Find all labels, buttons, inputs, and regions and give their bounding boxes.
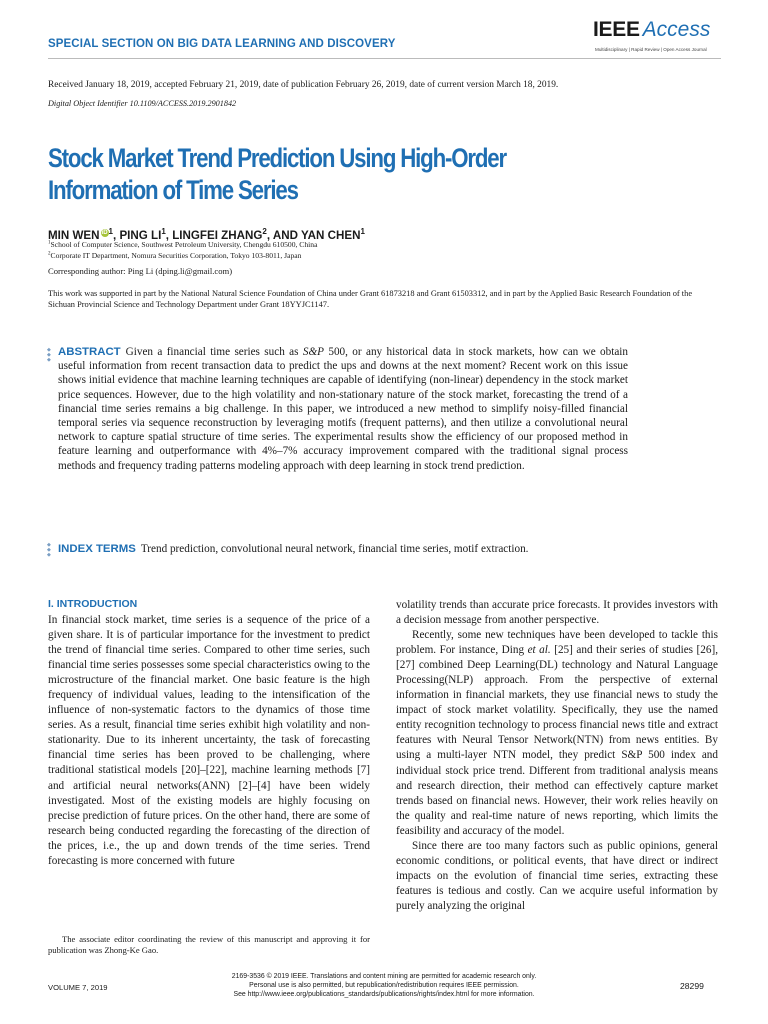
affiliation bbox=[48, 251, 301, 260]
author-sup: 2 bbox=[262, 227, 267, 236]
author-list: MIN WEN $iD^1$, PING $LI^1$, LINGFEI ZHANG$^2$, AND YAN CHEN$^1$ bbox=[48, 227, 365, 242]
index-terms bbox=[58, 542, 678, 556]
header-divider bbox=[48, 58, 721, 59]
author-sup: 1 bbox=[161, 227, 166, 236]
footer-line: 2169-3536 © 2019 IEEE. Translations and content mining are permitted for academic research only. bbox=[231, 973, 537, 980]
affiliation bbox=[48, 240, 317, 249]
paragraph-text: et al. bbox=[527, 644, 551, 657]
section-heading: I. INTRODUCTION bbox=[48, 598, 138, 610]
footer-link[interactable]: See http://www.ieee.org/publications_standards/publications/rights/index.html for more information. bbox=[233, 991, 535, 998]
abstract-heading: ABSTRACT bbox=[58, 346, 121, 358]
author-name: MIN WEN bbox=[48, 228, 100, 242]
abstract-text: S&P bbox=[302, 346, 324, 358]
author-sup: 1 bbox=[108, 227, 113, 236]
author-sup: 1 bbox=[360, 227, 365, 236]
author-name: AND YAN CHEN bbox=[272, 228, 361, 242]
paragraph bbox=[396, 628, 718, 839]
abstract-text: 500, or any historical data in stock markets, how can we obtain useful information from recent transaction data to predict the ups and downs at the next moment? Recent work on this issue shows initial evidence that machine learning techniques are capable of identifying (non-linear) dependency in the stock market price sequences. However, due to the high volatility and non-stationary nature of the stock market, forecasting the trend of a financial time series remains a big challenge. In this paper, we introduced a new method to simplify noisy-filled financial temporal series via sequence reconstruction by leveraging motifs (frequent patterns), and then utilize a convolutional neural network to capture spatial structure of time series. The experimental results show the efficiency of our proposed method in feature learning and outperformance with 4%–7% accuracy improvement compared with the traditional signal process methods and frequency trading patterns modeling approach with deep learning in stock trend prediction. bbox=[58, 346, 628, 472]
abstract-marker-icon: ◆ ◆ ◆ bbox=[47, 348, 51, 363]
affiliation-text: School of Computer Science, Southwest Petroleum University, Chengdu 610500, China bbox=[50, 240, 318, 249]
abstract bbox=[58, 345, 628, 473]
affiliation-text: Corporate IT Department, Nomura Securities Corporation, Tokyo 103-8011, Japan bbox=[50, 251, 302, 260]
footnote bbox=[48, 934, 370, 956]
footer-line: Personal use is also permitted, but republication/redistribution requires IEEE permission. bbox=[249, 982, 519, 989]
section-title: SPECIAL SECTION ON BIG DATA LEARNING AND DISCOVERY bbox=[48, 38, 396, 50]
paragraph: volatility trends than accurate price forecasts. It provides investors with a decision message from another perspective. bbox=[396, 599, 718, 627]
paragraph-text: [25] and their series of studies [26], [27] combined Deep Learning(DL) technology and Natural Language Processing(NLP) approach. From the perspective of external information in financial markets, they use financial news to study the impact of stock market volatility. Specifically, they use the named entity recognition technology to process financial news title and extract features with Neural Tensor Network(NTN) from news entities. By using a multi-layer NTN model, they predict S&P 500 index and individual stock price trend. Different from traditional analysis means and research direction, their method can effectively capture market trends based on financial news. However, their work relies heavily on the quality and real-time nature of news reporting, which limits the feasibility and accuracy of the model. bbox=[396, 644, 718, 837]
ieee-access-logo bbox=[593, 18, 721, 58]
footer-volume: VOLUME 7, 2019 bbox=[48, 983, 108, 992]
received-dates: Received January 18, 2019, accepted February 21, 2019, date of publication February 26, 2019, date of current version March 18, 2019. bbox=[48, 80, 559, 90]
abstract-text: Given a financial time series such as bbox=[125, 346, 303, 358]
affiliation-num: 2 bbox=[48, 251, 51, 257]
index-marker-icon: ◆ ◆ ◆ bbox=[47, 543, 51, 558]
author-name: LINGFEI ZHANG bbox=[172, 228, 263, 242]
logo-tagline: Multidisciplinary | Rapid Review | Open Access Journal bbox=[595, 47, 707, 52]
footnote-text: The associate editor coordinating the review of this manuscript and approving it for publication was Zhong-Ke Gao. bbox=[48, 934, 370, 955]
paragraph: Since there are too many factors such as public opinions, general economic conditions, or political events, that have direct or indirect impacts on the evolution of financial time series, extracting these features is tedious and costly. Can we acquire useful information by purely analyzing the original bbox=[396, 839, 718, 912]
paragraph: In financial stock market, time series is a sequence of the price of a given share. It is of particular importance for the investment to predict the trend of financial time series. Compared to other time series, such financial time series possesses some special characteristics owing to the microstructure of the financial market. One basic feature is the high frequency of individual values, leading to the intensification of the influence of non-systematic factors to the dynamics of those time series. As a result, financial time series exhibit high volatility and non-stationarity. Due to its inherent uncertainty, the task of forecasting financial time series has been proved to be challenging, where traditional statistical models [20]–[22], machine learning methods [7] and artificial neural networks(ANN) [2]–[4] have been widely investigated. Most of the existing models are highly focusing on precise prediction of future prices. On the other hand, there are some of research being conducted regarding the forecasting of the direction of the prices, i.e., the up and down trends of the time series. Trend forecasting is more concerned with future bbox=[48, 614, 370, 867]
footer-copyright bbox=[150, 972, 618, 999]
doi: Digital Object Identifier 10.1109/ACCESS.2019.2901842 bbox=[48, 99, 237, 108]
right-column bbox=[396, 598, 718, 914]
corresponding-author: Corresponding author: Ping Li (dping.li@gmail.com) bbox=[48, 266, 233, 276]
logo-ieee-text: IEEE bbox=[593, 18, 640, 41]
index-terms-text: Trend prediction, convolutional neural network, financial time series, motif extraction. bbox=[140, 543, 529, 555]
orcid-icon[interactable]: iD bbox=[101, 229, 108, 236]
page-number: 28299 bbox=[680, 981, 704, 991]
author-name: PING LI bbox=[119, 228, 162, 242]
affiliation-num: 1 bbox=[48, 240, 51, 246]
paragraph-text: Recently, some new techniques have been developed to tackle this problem. For instance, Ding bbox=[396, 629, 718, 657]
logo-access-text: Access bbox=[642, 18, 711, 41]
left-column bbox=[48, 613, 370, 869]
paper-title: Stock Market Trend Prediction Using High-Order Information of Time Series bbox=[48, 143, 506, 205]
index-terms-heading: INDEX TERMS bbox=[58, 543, 136, 555]
funding-statement: This work was supported in part by the National Natural Science Foundation of China under Grant 61873218 and Grant 61503312, and in part by the Applied Basic Research Foundation of the Sichuan Provincial Science and Technology Department under Grant 18YYJC1147. bbox=[48, 289, 693, 309]
